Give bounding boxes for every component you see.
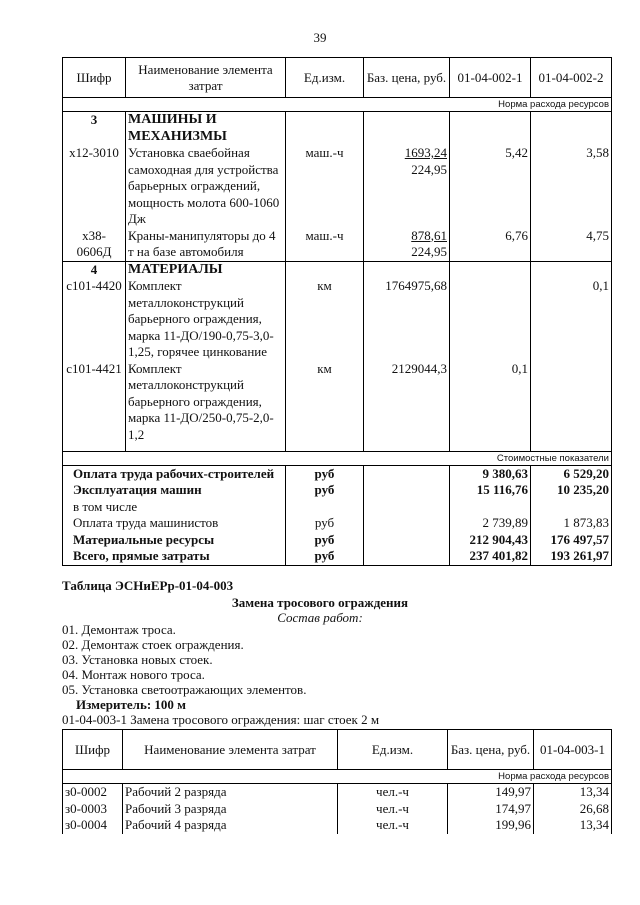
norm-label: Норма расхода ресурсов — [63, 770, 612, 784]
cost-row — [63, 465, 612, 482]
row-value: 13,34 — [534, 817, 612, 834]
cost-unit: руб — [286, 548, 364, 565]
row-value-2: 0,1 — [531, 278, 612, 361]
table-row — [63, 145, 612, 228]
list-item: 02. Демонтаж стоек ограждения. — [62, 637, 244, 652]
row-value-2 — [531, 361, 612, 444]
section-name: МАТЕРИАЛЫ — [126, 261, 286, 278]
cost-unit: руб — [286, 515, 364, 532]
row-value-1: 5,42 — [450, 145, 531, 228]
meter: Измеритель: 100 м — [76, 697, 187, 712]
section-row-machines — [63, 112, 612, 146]
work-steps — [62, 622, 306, 697]
table1-cost-label-row — [63, 451, 612, 465]
header-col-2: 01-04-002-2 — [531, 58, 612, 98]
row-unit: чел.-ч — [338, 784, 448, 801]
cost-value-1: 237 401,82 — [450, 548, 531, 565]
row-code: з0-0002 — [63, 784, 123, 801]
section-code: 4 — [63, 261, 126, 278]
header-code: Шифр — [63, 58, 126, 98]
cost-value-2: 1 873,83 — [531, 515, 612, 532]
cost-row — [63, 515, 612, 532]
header-col-1: 01-04-003-1 — [534, 730, 612, 770]
row-unit: чел.-ч — [338, 801, 448, 818]
row-price: 1764975,68 — [364, 278, 450, 361]
code-line: 01-04-003-1 Замена тросового ограждения: шаг стоек 2 м — [62, 712, 380, 727]
row-code: з0-0004 — [63, 817, 123, 834]
row-price-salary: 224,95 — [411, 161, 447, 177]
table-row — [63, 784, 612, 801]
row-name: Установка сваебойная самоходная для устройства барьерных ограждений, мощность молота 600-1060 Дж — [126, 145, 286, 228]
row-price: 878,61 — [411, 227, 447, 243]
section-subheading: Состав работ: — [277, 610, 363, 625]
row-value-1 — [450, 278, 531, 361]
table-row — [63, 278, 612, 361]
table2-norm-row — [63, 770, 612, 784]
row-unit: км — [286, 361, 364, 444]
table1-header-row — [63, 58, 612, 98]
header-unit: Ед.изм. — [286, 58, 364, 98]
table-row — [63, 361, 612, 444]
row-code: х38-0606Д — [63, 228, 126, 262]
cost-value-2 — [531, 499, 612, 516]
row-unit: маш.-ч — [286, 228, 364, 262]
table-row — [63, 801, 612, 818]
row-price: 2129044,3 — [364, 361, 450, 444]
row-value-2: 3,58 — [531, 145, 612, 228]
cost-unit: руб — [286, 465, 364, 482]
header-unit: Ед.изм. — [338, 730, 448, 770]
row-unit: км — [286, 278, 364, 361]
row-name: Рабочий 2 разряда — [123, 784, 338, 801]
row-price: 174,97 — [448, 801, 534, 818]
row-code: с101-4420 — [63, 278, 126, 361]
cost-label: Стоимостные показатели — [63, 451, 612, 465]
row-value-2: 4,75 — [531, 228, 612, 262]
row-code: с101-4421 — [63, 361, 126, 444]
cost-name: Оплата труда рабочих-строителей — [63, 465, 286, 482]
cost-row — [63, 499, 612, 516]
table1-norm-row — [63, 98, 612, 112]
row-name: Рабочий 4 разряда — [123, 817, 338, 834]
norm-label: Норма расхода ресурсов — [63, 98, 612, 112]
header-price: Баз. цена, руб. — [364, 58, 450, 98]
cost-value-1 — [450, 499, 531, 516]
list-item: 03. Установка новых стоек. — [62, 652, 213, 667]
row-unit: чел.-ч — [338, 817, 448, 834]
row-price-salary: 224,95 — [411, 244, 447, 259]
cost-row — [63, 548, 612, 565]
row-price: 1693,24 — [404, 145, 447, 160]
cost-name: в том числе — [63, 499, 286, 516]
cost-value-1: 2 739,89 — [450, 515, 531, 532]
row-name: Комплект металлоконструкций барьерного ограждения, марка 11-ДО/250-0,75-2,0-1,2 — [126, 361, 286, 444]
row-value: 26,68 — [534, 801, 612, 818]
cost-name: Оплата труда машинистов — [63, 515, 286, 532]
cost-unit — [286, 499, 364, 516]
cost-value-2: 176 497,57 — [531, 532, 612, 549]
row-name: Рабочий 3 разряда — [123, 801, 338, 818]
cost-value-1: 212 904,43 — [450, 532, 531, 549]
cost-unit: руб — [286, 482, 364, 499]
header-name: Наименование элемента затрат — [123, 730, 338, 770]
section-heading: Замена тросового ограждения — [231, 595, 409, 610]
table-row — [63, 817, 612, 834]
list-item: 04. Монтаж нового троса. — [62, 667, 205, 682]
row-name: Комплект металлоконструкций барьерного ограждения, марка 11-ДО/190-0,75-3,0-1,25, горячее цинкование — [126, 278, 286, 361]
section-code: 3 — [63, 112, 126, 146]
cost-name: Материальные ресурсы — [63, 532, 286, 549]
row-name: Краны-манипуляторы до 4 т на базе автомобиля — [126, 228, 286, 262]
table-row — [63, 228, 612, 262]
resource-table-2 — [62, 729, 612, 834]
section-row-materials — [63, 261, 612, 278]
table2-header-row — [63, 730, 612, 770]
table-title: Таблица ЭСНиЕРр-01-04-003 — [62, 578, 234, 593]
list-item: 01. Демонтаж троса. — [62, 622, 176, 637]
cost-value-2: 6 529,20 — [531, 465, 612, 482]
cost-value-2: 10 235,20 — [531, 482, 612, 499]
header-col-1: 01-04-002-1 — [450, 58, 531, 98]
header-code: Шифр — [63, 730, 123, 770]
resource-table-1 — [62, 57, 612, 566]
page-number: 39 — [313, 30, 327, 45]
header-name: Наименование элемента затрат — [126, 58, 286, 98]
cost-name: Всего, прямые затраты — [63, 548, 286, 565]
list-item: 05. Установка светоотражающих элементов. — [62, 682, 307, 697]
section-name: МАШИНЫ И МЕХАНИЗМЫ — [126, 112, 286, 146]
cost-row — [63, 532, 612, 549]
cost-value-2: 193 261,97 — [531, 548, 612, 565]
cost-unit: руб — [286, 532, 364, 549]
cost-name: Эксплуатация машин — [63, 482, 286, 499]
row-price: 149,97 — [448, 784, 534, 801]
cost-row — [63, 482, 612, 499]
cost-value-1: 9 380,63 — [450, 465, 531, 482]
row-value-1: 0,1 — [450, 361, 531, 444]
row-value: 13,34 — [534, 784, 612, 801]
row-code: з0-0003 — [63, 801, 123, 818]
header-price: Баз. цена, руб. — [448, 730, 534, 770]
row-unit: маш.-ч — [286, 145, 364, 228]
row-value-1: 6,76 — [450, 228, 531, 262]
row-price: 199,96 — [448, 817, 534, 834]
row-code: х12-3010 — [63, 145, 126, 228]
cost-value-1: 15 116,76 — [450, 482, 531, 499]
